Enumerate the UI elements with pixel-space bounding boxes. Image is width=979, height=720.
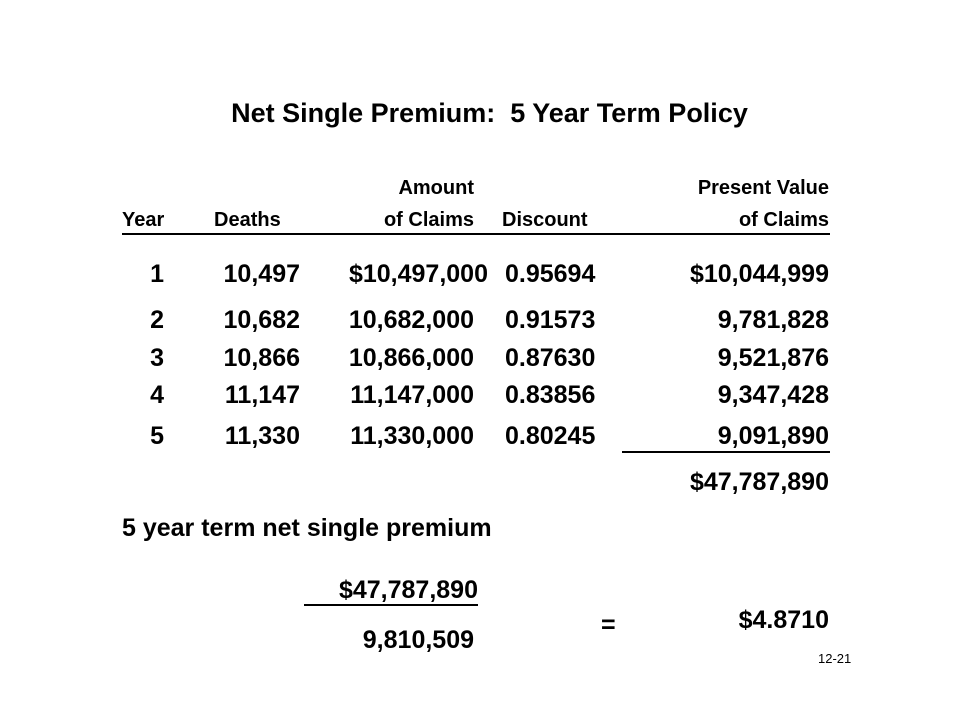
header-pv-line1: Present Value xyxy=(697,177,829,199)
row2-pv: 9,781,828 xyxy=(717,306,829,334)
row3-pv: 9,521,876 xyxy=(717,344,829,372)
header-amount-line2: of Claims xyxy=(383,209,474,231)
row5-discount: 0.80245 xyxy=(505,422,596,450)
row2-year: 2 xyxy=(150,306,164,334)
header-amount-line1: Amount xyxy=(398,177,474,199)
row1-discount: 0.95694 xyxy=(505,260,596,288)
premium-numerator: $47,787,890 xyxy=(338,576,478,604)
row5-amount: 11,330,000 xyxy=(350,422,474,450)
row4-year: 4 xyxy=(150,381,164,409)
premium-denominator: 9,810,509 xyxy=(362,626,474,654)
row4-pv: 9,347,428 xyxy=(717,381,829,409)
row3-discount: 0.87630 xyxy=(505,344,596,372)
fraction-bar xyxy=(304,604,478,606)
row4-discount: 0.83856 xyxy=(505,381,596,409)
premium-label: 5 year term net single premium xyxy=(122,514,492,542)
row3-amount: 10,866,000 xyxy=(348,344,474,372)
row5-deaths: 11,330 xyxy=(224,422,300,450)
row4-amount: 11,147,000 xyxy=(350,381,474,409)
row4-deaths: 11,147 xyxy=(224,381,300,409)
premium-equals: = xyxy=(601,611,616,639)
header-pv-line2: of Claims xyxy=(738,209,829,231)
row5-pv: 9,091,890 xyxy=(717,422,829,450)
slide-number: 12-21 xyxy=(818,651,852,666)
row3-deaths: 10,866 xyxy=(223,344,300,372)
row1-amount: $10,497,000 xyxy=(348,260,488,288)
header-discount: Discount xyxy=(502,209,588,231)
sum-underline xyxy=(622,451,830,453)
row2-amount: 10,682,000 xyxy=(348,306,474,334)
row2-deaths: 10,682 xyxy=(223,306,300,334)
pv-total: $47,787,890 xyxy=(689,468,829,496)
page-title: Net Single Premium: 5 Year Term Policy xyxy=(231,98,748,128)
row1-deaths: 10,497 xyxy=(223,260,300,288)
row2-discount: 0.91573 xyxy=(505,306,596,334)
row1-year: 1 xyxy=(150,260,164,288)
row5-year: 5 xyxy=(150,422,164,450)
row3-year: 3 xyxy=(150,344,164,372)
header-underline xyxy=(122,233,830,235)
premium-result: $4.8710 xyxy=(738,606,829,634)
header-deaths: Deaths xyxy=(214,209,281,231)
header-year: Year xyxy=(122,209,165,231)
row1-pv: $10,044,999 xyxy=(689,260,829,288)
